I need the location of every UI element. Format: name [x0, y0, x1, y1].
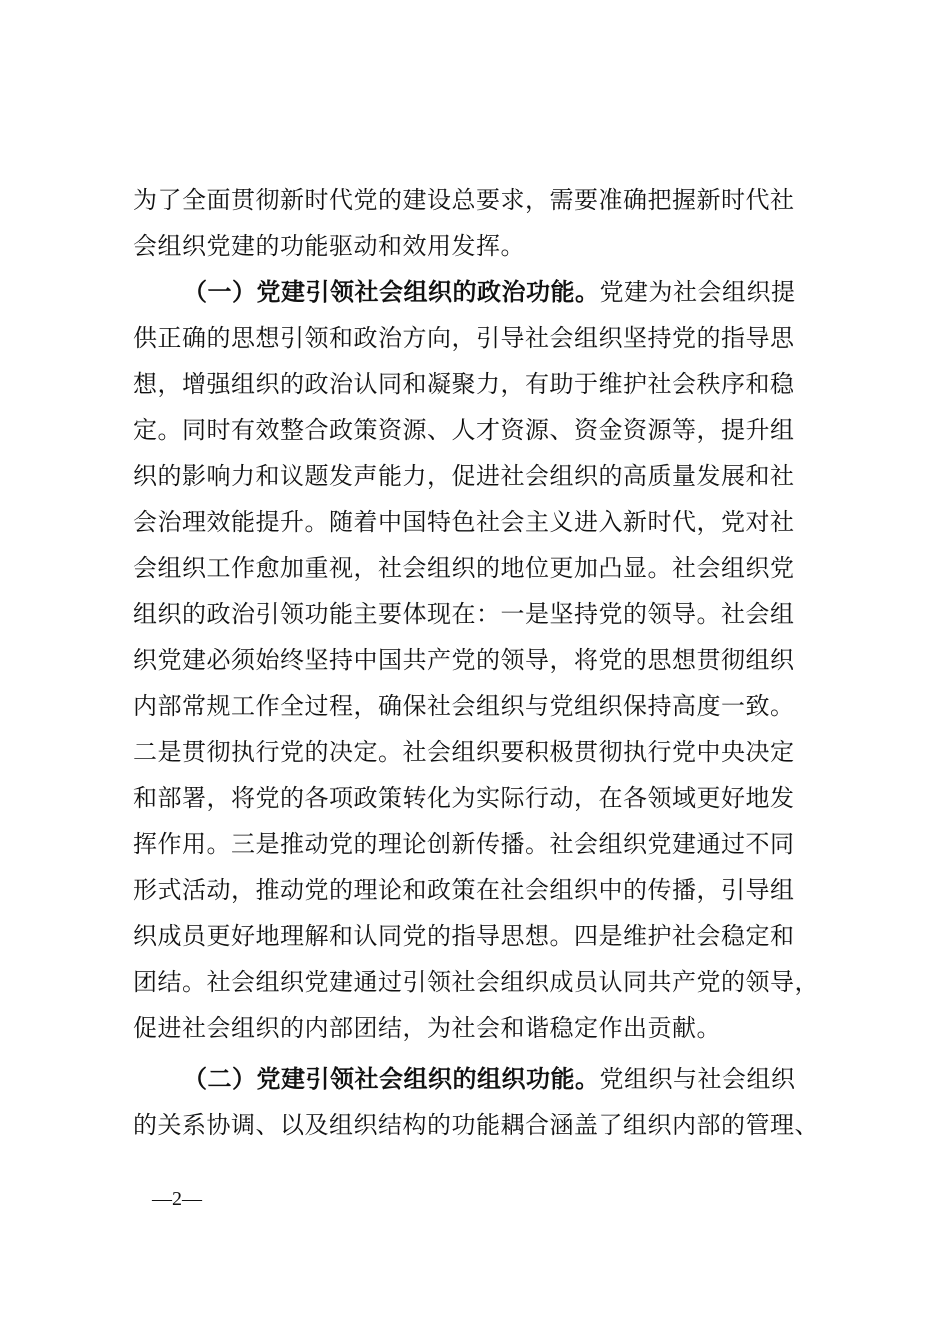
section-heading-political: （一）党建引领社会组织的政治功能。 — [183, 277, 600, 306]
text-line: 和部署，将党的各项政策转化为实际行动，在各领域更好地发 — [133, 784, 795, 812]
page-number: —2— — [152, 1188, 202, 1210]
text-line: 的关系协调、以及组织结构的功能耦合涵盖了组织内部的管理、 — [133, 1111, 819, 1139]
text-line: 形式活动，推动党的理论和政策在社会组织中的传播，引导组 — [133, 876, 795, 904]
text-line: 挥作用。三是推动党的理论创新传播。社会组织党建通过不同 — [133, 830, 795, 858]
text-line: 会组织党建的功能驱动和效用发挥。 — [133, 232, 525, 260]
section-heading-organizational: （二）党建引领社会组织的组织功能。 — [183, 1064, 600, 1093]
text-line: 定。同时有效整合政策资源、人才资源、资金资源等，提升组 — [133, 416, 795, 444]
text-line: 组织的政治引领功能主要体现在：一是坚持党的领导。社会组 — [133, 600, 795, 628]
section-heading-2-line: （二）党建引领社会组织的组织功能。党组织与社会组织 — [0, 1056, 950, 1102]
text-line: 促进社会组织的内部团结，为社会和谐稳定作出贡献。 — [133, 1014, 721, 1042]
text-line: 内部常规工作全过程，确保社会组织与党组织保持高度一致。 — [133, 692, 795, 720]
text-line: 团结。社会组织党建通过引领社会组织成员认同共产党的领导， — [133, 968, 819, 996]
text-line: 为了全面贯彻新时代党的建设总要求，需要准确把握新时代社 — [133, 186, 795, 214]
section-heading-1-line: （一）党建引领社会组织的政治功能。党建为社会组织提 — [0, 269, 950, 315]
text-line: 供正确的思想引领和政治方向，引导社会组织坚持党的指导思 — [133, 324, 795, 352]
text-line: 会治理效能提升。随着中国特色社会主义进入新时代，党对社 — [133, 508, 795, 536]
text-line: 织的影响力和议题发声能力，促进社会组织的高质量发展和社 — [133, 462, 795, 490]
text-line: 会组织工作愈加重视，社会组织的地位更加凸显。社会组织党 — [133, 554, 795, 582]
text-line: 二是贯彻执行党的决定。社会组织要积极贯彻执行党中央决定 — [133, 738, 795, 766]
text-line: 织党建必须始终坚持中国共产党的领导，将党的思想贯彻组织 — [133, 646, 795, 674]
text-line: 想，增强组织的政治认同和凝聚力，有助于维护社会秩序和稳 — [133, 370, 795, 398]
text-line: 织成员更好地理解和认同党的指导思想。四是维护社会稳定和 — [133, 922, 795, 950]
